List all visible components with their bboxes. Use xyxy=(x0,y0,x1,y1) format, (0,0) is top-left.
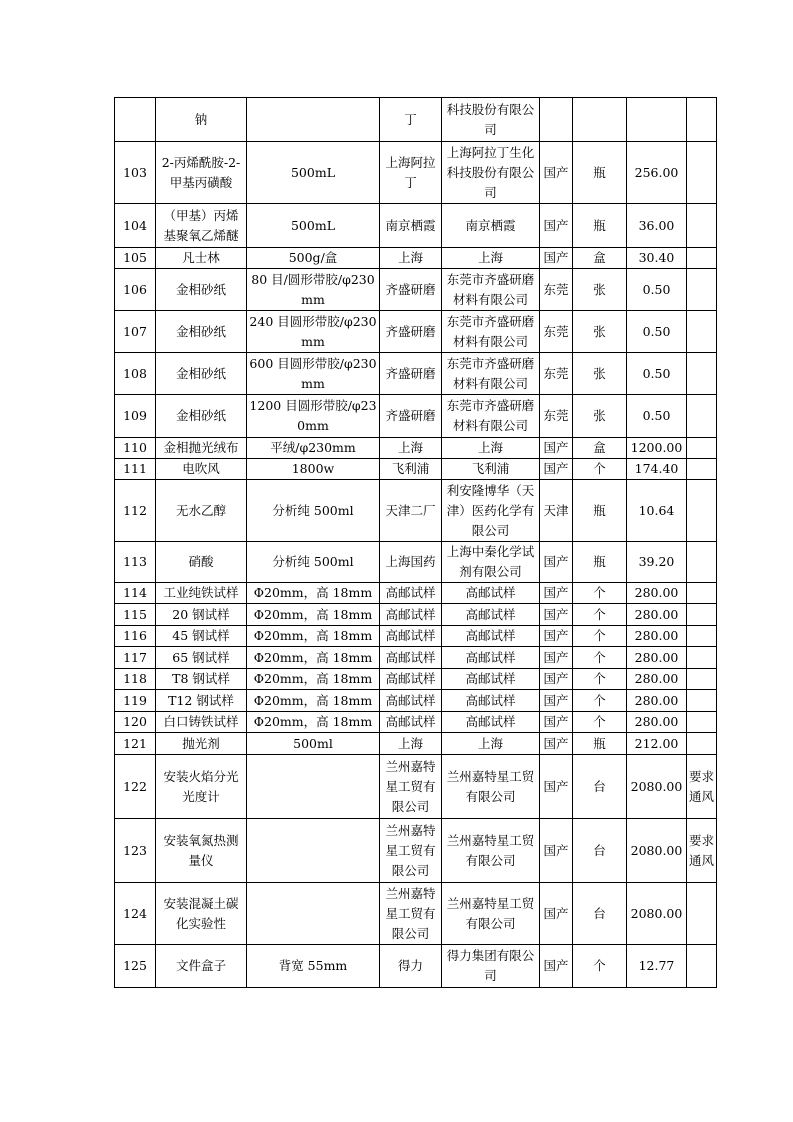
item-name-cell: 金相砂纸 xyxy=(156,395,247,438)
spec-cell: 600 目圆形带胶/φ230mm xyxy=(247,353,380,395)
spec-cell: 240 目圆形带胶/φ230mm xyxy=(247,311,380,353)
brand-cell: 高邮试样 xyxy=(380,647,442,669)
origin-cell: 国产 xyxy=(540,604,573,626)
note-cell xyxy=(687,480,717,542)
spec-cell: Φ20mm，高 18mm xyxy=(247,626,380,647)
spec-cell xyxy=(247,755,380,819)
manufacturer-cell: 得力集团有限公司 xyxy=(442,945,540,988)
price-cell: 0.50 xyxy=(627,311,687,353)
note-cell xyxy=(687,438,717,459)
index-cell: 114 xyxy=(115,583,156,604)
spec-cell: 80 目/圆形带胶/φ230mm xyxy=(247,269,380,311)
table-row xyxy=(115,438,717,459)
brand-cell: 高邮试样 xyxy=(380,690,442,712)
spec-cell: 500mL xyxy=(247,204,380,248)
index-cell: 119 xyxy=(115,690,156,712)
table-row xyxy=(115,311,717,353)
price-cell: 2080.00 xyxy=(627,755,687,819)
origin-cell: 国产 xyxy=(540,204,573,248)
manufacturer-cell: 上海阿拉丁生化科技股份有限公司 xyxy=(442,142,540,204)
spec-cell xyxy=(247,819,380,883)
spec-cell: Φ20mm，高 18mm xyxy=(247,669,380,690)
brand-cell: 齐盛研磨 xyxy=(380,311,442,353)
spec-cell: 500mL xyxy=(247,142,380,204)
item-name-cell: 金相砂纸 xyxy=(156,353,247,395)
index-cell: 104 xyxy=(115,204,156,248)
table-row xyxy=(115,712,717,733)
note-cell xyxy=(687,604,717,626)
price-cell: 280.00 xyxy=(627,604,687,626)
note-cell xyxy=(687,883,717,945)
spec-cell: Φ20mm，高 18mm xyxy=(247,712,380,733)
index-cell xyxy=(115,98,156,142)
item-name-cell: 抛光剂 xyxy=(156,733,247,755)
manufacturer-cell: 高邮试样 xyxy=(442,669,540,690)
price-cell: 39.20 xyxy=(627,542,687,583)
origin-cell: 东莞 xyxy=(540,311,573,353)
item-name-cell: 硝酸 xyxy=(156,542,247,583)
table-row xyxy=(115,269,717,311)
table-row xyxy=(115,142,717,204)
note-cell xyxy=(687,395,717,438)
item-name-cell: 金相抛光绒布 xyxy=(156,438,247,459)
price-cell: 280.00 xyxy=(627,690,687,712)
manufacturer-cell: 高邮试样 xyxy=(442,647,540,669)
note-cell xyxy=(687,542,717,583)
index-cell: 108 xyxy=(115,353,156,395)
manufacturer-cell: 东莞市齐盛研磨材料有限公司 xyxy=(442,353,540,395)
item-name-cell: T8 钢试样 xyxy=(156,669,247,690)
brand-cell: 兰州嘉特星工贸有限公司 xyxy=(380,819,442,883)
price-cell: 0.50 xyxy=(627,353,687,395)
brand-cell: 高邮试样 xyxy=(380,712,442,733)
item-name-cell: 电吹风 xyxy=(156,459,247,480)
unit-cell: 个 xyxy=(573,626,627,647)
origin-cell: 国产 xyxy=(540,438,573,459)
manufacturer-cell: 飞利浦 xyxy=(442,459,540,480)
table-row xyxy=(115,248,717,269)
price-cell: 280.00 xyxy=(627,583,687,604)
brand-cell: 高邮试样 xyxy=(380,626,442,647)
index-cell: 110 xyxy=(115,438,156,459)
unit-cell: 个 xyxy=(573,459,627,480)
brand-cell: 高邮试样 xyxy=(380,604,442,626)
origin-cell: 国产 xyxy=(540,690,573,712)
manufacturer-cell: 兰州嘉特星工贸有限公司 xyxy=(442,755,540,819)
origin-cell: 国产 xyxy=(540,712,573,733)
table-row xyxy=(115,98,717,142)
price-cell: 174.40 xyxy=(627,459,687,480)
brand-cell: 飞利浦 xyxy=(380,459,442,480)
note-cell xyxy=(687,945,717,988)
unit-cell: 个 xyxy=(573,647,627,669)
manufacturer-cell: 上海 xyxy=(442,248,540,269)
unit-cell: 个 xyxy=(573,945,627,988)
table-row xyxy=(115,819,717,883)
index-cell: 109 xyxy=(115,395,156,438)
table-row xyxy=(115,353,717,395)
index-cell: 117 xyxy=(115,647,156,669)
origin-cell: 东莞 xyxy=(540,353,573,395)
unit-cell: 台 xyxy=(573,883,627,945)
brand-cell: 上海 xyxy=(380,733,442,755)
item-name-cell: 文件盒子 xyxy=(156,945,247,988)
index-cell: 115 xyxy=(115,604,156,626)
note-cell xyxy=(687,626,717,647)
unit-cell: 张 xyxy=(573,311,627,353)
unit-cell: 瓶 xyxy=(573,733,627,755)
spec-cell: 1800w xyxy=(247,459,380,480)
brand-cell: 上海阿拉丁 xyxy=(380,142,442,204)
note-cell xyxy=(687,204,717,248)
item-name-cell: 安装混凝土碳化实验性 xyxy=(156,883,247,945)
spec-cell: 背宽 55mm xyxy=(247,945,380,988)
manufacturer-cell: 兰州嘉特星工贸有限公司 xyxy=(442,819,540,883)
item-name-cell: 65 钢试样 xyxy=(156,647,247,669)
manufacturer-cell: 利安隆博华（天津）医药化学有限公司 xyxy=(442,480,540,542)
brand-cell: 上海国药 xyxy=(380,542,442,583)
index-cell: 118 xyxy=(115,669,156,690)
manufacturer-cell: 东莞市齐盛研磨材料有限公司 xyxy=(442,269,540,311)
manufacturer-cell: 上海 xyxy=(442,438,540,459)
note-cell xyxy=(687,459,717,480)
brand-cell: 齐盛研磨 xyxy=(380,395,442,438)
item-name-cell: 金相砂纸 xyxy=(156,311,247,353)
spec-cell: 平绒/φ230mm xyxy=(247,438,380,459)
unit-cell: 个 xyxy=(573,669,627,690)
note-cell xyxy=(687,583,717,604)
table-row xyxy=(115,480,717,542)
spec-cell: 1200 目圆形带胶/φ230mm xyxy=(247,395,380,438)
manufacturer-cell: 上海中秦化学试剂有限公司 xyxy=(442,542,540,583)
table-row xyxy=(115,945,717,988)
item-name-cell: 金相砂纸 xyxy=(156,269,247,311)
manufacturer-cell: 高邮试样 xyxy=(442,690,540,712)
table-row xyxy=(115,583,717,604)
index-cell: 112 xyxy=(115,480,156,542)
index-cell: 124 xyxy=(115,883,156,945)
item-name-cell: 凡士林 xyxy=(156,248,247,269)
origin-cell: 国产 xyxy=(540,542,573,583)
item-name-cell: 工业纯铁试样 xyxy=(156,583,247,604)
unit-cell xyxy=(573,98,627,142)
unit-cell: 台 xyxy=(573,819,627,883)
origin-cell: 天津 xyxy=(540,480,573,542)
price-cell: 10.64 xyxy=(627,480,687,542)
price-cell: 280.00 xyxy=(627,647,687,669)
brand-cell: 南京栖霞 xyxy=(380,204,442,248)
price-cell: 2080.00 xyxy=(627,819,687,883)
price-cell: 256.00 xyxy=(627,142,687,204)
note-cell: 要求通风 xyxy=(687,755,717,819)
spec-cell: Φ20mm，高 18mm xyxy=(247,647,380,669)
item-name-cell: 无水乙醇 xyxy=(156,480,247,542)
origin-cell: 国产 xyxy=(540,669,573,690)
index-cell: 111 xyxy=(115,459,156,480)
price-cell: 36.00 xyxy=(627,204,687,248)
origin-cell: 国产 xyxy=(540,459,573,480)
item-name-cell: 白口铸铁试样 xyxy=(156,712,247,733)
table-row xyxy=(115,883,717,945)
table-row xyxy=(115,626,717,647)
price-cell: 0.50 xyxy=(627,395,687,438)
price-cell: 0.50 xyxy=(627,269,687,311)
manufacturer-cell: 上海 xyxy=(442,733,540,755)
table-row xyxy=(115,733,717,755)
origin-cell: 国产 xyxy=(540,755,573,819)
note-cell xyxy=(687,311,717,353)
origin-cell: 国产 xyxy=(540,733,573,755)
note-cell xyxy=(687,690,717,712)
item-name-cell: （甲基）丙烯基聚氧乙烯醚 xyxy=(156,204,247,248)
unit-cell: 个 xyxy=(573,604,627,626)
item-name-cell: 20 钢试样 xyxy=(156,604,247,626)
origin-cell: 国产 xyxy=(540,583,573,604)
manufacturer-cell: 东莞市齐盛研磨材料有限公司 xyxy=(442,311,540,353)
manufacturer-cell: 高邮试样 xyxy=(442,604,540,626)
table-row xyxy=(115,669,717,690)
note-cell: 要求通风 xyxy=(687,819,717,883)
note-cell xyxy=(687,647,717,669)
unit-cell: 个 xyxy=(573,690,627,712)
price-cell: 12.77 xyxy=(627,945,687,988)
origin-cell: 东莞 xyxy=(540,395,573,438)
origin-cell: 国产 xyxy=(540,945,573,988)
price-cell: 30.40 xyxy=(627,248,687,269)
manufacturer-cell: 兰州嘉特星工贸有限公司 xyxy=(442,883,540,945)
note-cell xyxy=(687,98,717,142)
unit-cell: 张 xyxy=(573,269,627,311)
manufacturer-cell: 南京栖霞 xyxy=(442,204,540,248)
unit-cell: 瓶 xyxy=(573,204,627,248)
table-row xyxy=(115,395,717,438)
manufacturer-cell: 高邮试样 xyxy=(442,626,540,647)
origin-cell: 国产 xyxy=(540,647,573,669)
origin-cell: 国产 xyxy=(540,142,573,204)
index-cell: 113 xyxy=(115,542,156,583)
origin-cell: 国产 xyxy=(540,883,573,945)
index-cell: 105 xyxy=(115,248,156,269)
spec-cell: 分析纯 500ml xyxy=(247,542,380,583)
note-cell xyxy=(687,248,717,269)
table-row xyxy=(115,604,717,626)
index-cell: 106 xyxy=(115,269,156,311)
index-cell: 123 xyxy=(115,819,156,883)
note-cell xyxy=(687,269,717,311)
unit-cell: 个 xyxy=(573,583,627,604)
note-cell xyxy=(687,142,717,204)
procurement-table xyxy=(114,97,717,988)
brand-cell: 高邮试样 xyxy=(380,583,442,604)
spec-cell: Φ20mm，高 18mm xyxy=(247,690,380,712)
table-row xyxy=(115,755,717,819)
spec-cell xyxy=(247,883,380,945)
spec-cell: 分析纯 500ml xyxy=(247,480,380,542)
index-cell: 107 xyxy=(115,311,156,353)
origin-cell: 东莞 xyxy=(540,269,573,311)
spec-cell: 500ml xyxy=(247,733,380,755)
brand-cell: 天津二厂 xyxy=(380,480,442,542)
price-cell: 280.00 xyxy=(627,626,687,647)
spec-cell: 500g/盒 xyxy=(247,248,380,269)
index-cell: 125 xyxy=(115,945,156,988)
brand-cell: 丁 xyxy=(380,98,442,142)
item-name-cell: 安装氧氮热测量仪 xyxy=(156,819,247,883)
item-name-cell: T12 钢试样 xyxy=(156,690,247,712)
price-cell xyxy=(627,98,687,142)
table-row xyxy=(115,647,717,669)
table-row xyxy=(115,690,717,712)
spec-cell: Φ20mm，高 18mm xyxy=(247,583,380,604)
price-cell: 2080.00 xyxy=(627,883,687,945)
table-row xyxy=(115,204,717,248)
unit-cell: 瓶 xyxy=(573,142,627,204)
price-cell: 280.00 xyxy=(627,712,687,733)
brand-cell: 兰州嘉特星工贸有限公司 xyxy=(380,755,442,819)
unit-cell: 瓶 xyxy=(573,480,627,542)
index-cell: 103 xyxy=(115,142,156,204)
unit-cell: 张 xyxy=(573,395,627,438)
index-cell: 120 xyxy=(115,712,156,733)
spec-cell: Φ20mm，高 18mm xyxy=(247,604,380,626)
unit-cell: 盒 xyxy=(573,248,627,269)
origin-cell: 国产 xyxy=(540,819,573,883)
index-cell: 116 xyxy=(115,626,156,647)
origin-cell xyxy=(540,98,573,142)
brand-cell: 高邮试样 xyxy=(380,669,442,690)
manufacturer-cell: 高邮试样 xyxy=(442,583,540,604)
brand-cell: 齐盛研磨 xyxy=(380,269,442,311)
brand-cell: 得力 xyxy=(380,945,442,988)
note-cell xyxy=(687,733,717,755)
brand-cell: 上海 xyxy=(380,248,442,269)
brand-cell: 齐盛研磨 xyxy=(380,353,442,395)
index-cell: 121 xyxy=(115,733,156,755)
note-cell xyxy=(687,353,717,395)
manufacturer-cell: 高邮试样 xyxy=(442,712,540,733)
table-row xyxy=(115,542,717,583)
item-name-cell: 2-丙烯酰胺-2-甲基丙磺酸 xyxy=(156,142,247,204)
note-cell xyxy=(687,669,717,690)
table-row xyxy=(115,459,717,480)
index-cell: 122 xyxy=(115,755,156,819)
unit-cell: 台 xyxy=(573,755,627,819)
manufacturer-cell: 东莞市齐盛研磨材料有限公司 xyxy=(442,395,540,438)
item-name-cell: 45 钢试样 xyxy=(156,626,247,647)
price-cell: 280.00 xyxy=(627,669,687,690)
note-cell xyxy=(687,712,717,733)
item-name-cell: 钠 xyxy=(156,98,247,142)
price-cell: 212.00 xyxy=(627,733,687,755)
origin-cell: 国产 xyxy=(540,626,573,647)
brand-cell: 兰州嘉特星工贸有限公司 xyxy=(380,883,442,945)
unit-cell: 张 xyxy=(573,353,627,395)
brand-cell: 上海 xyxy=(380,438,442,459)
spec-cell xyxy=(247,98,380,142)
manufacturer-cell: 科技股份有限公司 xyxy=(442,98,540,142)
unit-cell: 个 xyxy=(573,712,627,733)
unit-cell: 瓶 xyxy=(573,542,627,583)
item-name-cell: 安装火焰分光光度计 xyxy=(156,755,247,819)
unit-cell: 盒 xyxy=(573,438,627,459)
origin-cell: 国产 xyxy=(540,248,573,269)
price-cell: 1200.00 xyxy=(627,438,687,459)
